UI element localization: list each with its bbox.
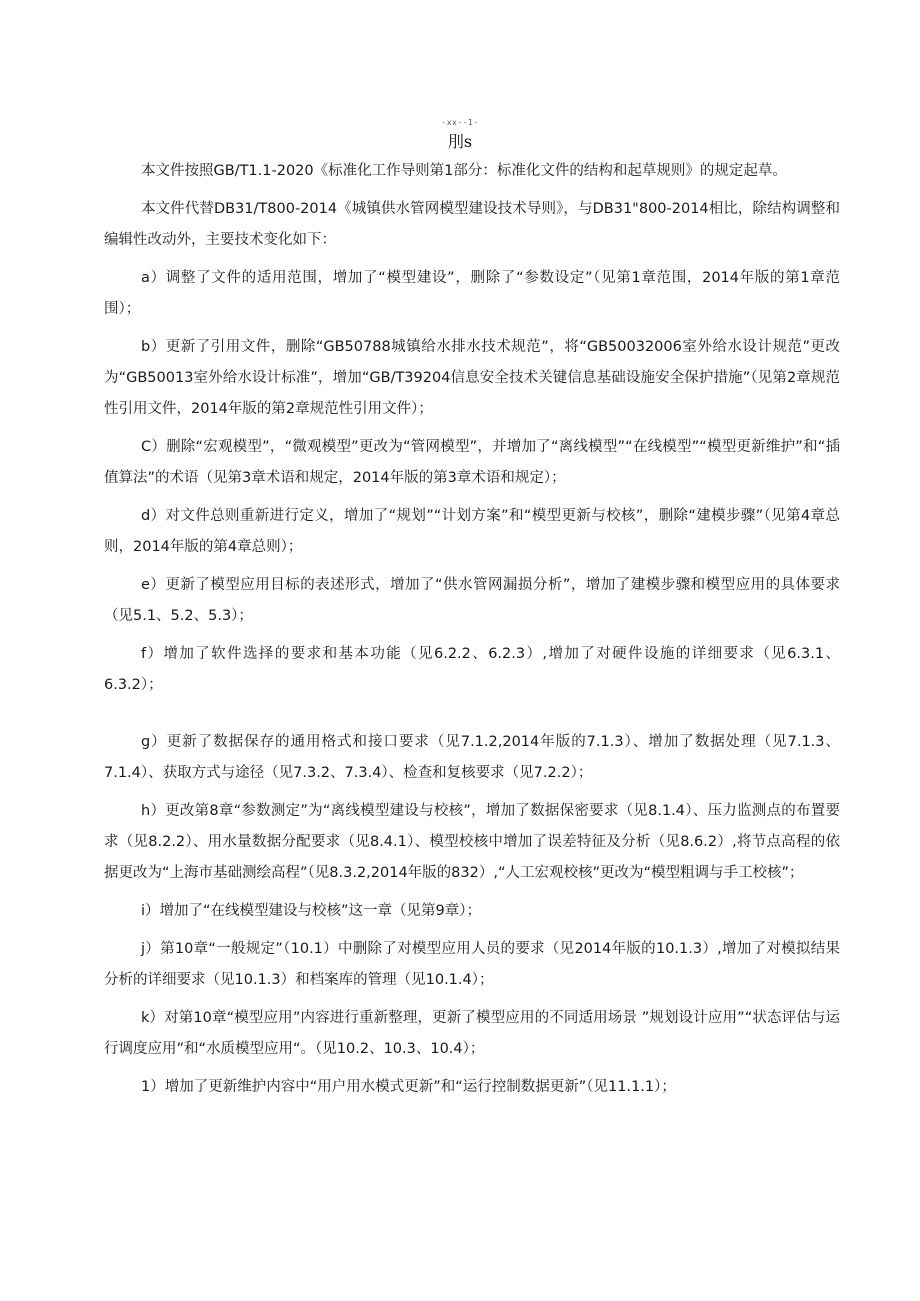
list-item: 1）增加了更新维护内容中“用户用水模式更新”和“运行控制数据更新”（见11.1.1）；	[141, 1079, 676, 1095]
list-item: h）更改第8章“参数测定”为“离线模型建设与校核”，增加了数据保密要求（见8.1.4）、压力监测点的布置要求（见8.2.2）、用水量数据分配要求（见8.4.1）、模型校核中增加了误差特征及分析（见8.6.2）,将节点高程的依据更改为“上海市基础测绘高程”（见8.3.2,2014年版的832）,“人工宏观校核”更改为“模型粗调与手工校核”；	[104, 803, 840, 881]
list-item: k）对第10章“模型应用”内容进行重新整理，更新了模型应用的不同适用场景 ”规划设计应用”“状态评估与运行调度应用”和“水质模型应用“。（见10.2、10.3、10.4）；	[104, 1010, 840, 1057]
list-item: g）更新了数据保存的通用格式和接口要求（见7.1.2,2014年版的7.1.3）、增加了数据处理（见7.1.3、7.1.4）、获取方式与途径（见7.3.2、7.3.4）、检查和复核要求（见7.2.2）；	[104, 734, 840, 781]
document-body	[104, 156, 840, 1110]
list-item: a）调整了文件的适用范围，增加了“模型建设”，删除了“参数设定”（见第1章范围，2014年版的第1章范围）；	[104, 270, 840, 317]
page-header-mark: -xx--1-	[441, 118, 479, 127]
paragraph: 本文件代替DB31/T800-2014《城镇供水管网模型建设技术导则》，与DB31"800-2014相比，除结构调整和编辑性改动外，主要技术变化如下：	[104, 201, 840, 248]
list-item: d）对文件总则重新进行定义，增加了“规划”“计划方案”和“模型更新与校核”，删除“建模步骤”（见第4章总则，2014年版的第4章总则）；	[104, 508, 840, 555]
paragraph: 本文件按照GB/T1.1-2020《标准化工作导则第1部分：标准化文件的结构和起草规则》的规定起草。	[141, 163, 787, 179]
list-item: f）增加了软件选择的要求和基本功能（见6.2.2、6.2.3）,增加了对硬件设施的详细要求（见6.3.1、6.3.2）；	[104, 646, 840, 693]
list-item: i）增加了“在线模型建设与校核”这一章（见第9章）；	[141, 903, 482, 919]
page-title: 刖s	[447, 132, 473, 151]
list-item: C）删除“宏观模型”，“微观模型”更改为“管网模型”，并增加了“离线模型”“在线模型”“模型更新维护”和“插值算法”的术语（见第3章术语和规定，2014年版的第3章术语和规定）；	[104, 439, 840, 486]
list-item: b）更新了引用文件，删除“GB50788城镇给水排水技术规范”，将“GB50032006室外给水设计规范”更改为“GB50013室外给水设计标准”，增加“GB/T39204信息安全技术关键信息基础设施安全保护措施”（见第2章规范性引用文件，2014年版的第2章规范性引用文件）；	[104, 339, 840, 417]
list-item: e）更新了模型应用目标的表述形式，增加了“供水管网漏损分析”，增加了建模步骤和模型应用的具体要求（见5.1、5.2、5.3）；	[104, 577, 840, 624]
list-item: j）第10章“一般规定”（10.1）中删除了对模型应用人员的要求（见2014年版的10.1.3）,增加了对模拟结果分析的详细要求（见10.1.3）和档案库的管理（见10.1.4）；	[104, 941, 840, 988]
